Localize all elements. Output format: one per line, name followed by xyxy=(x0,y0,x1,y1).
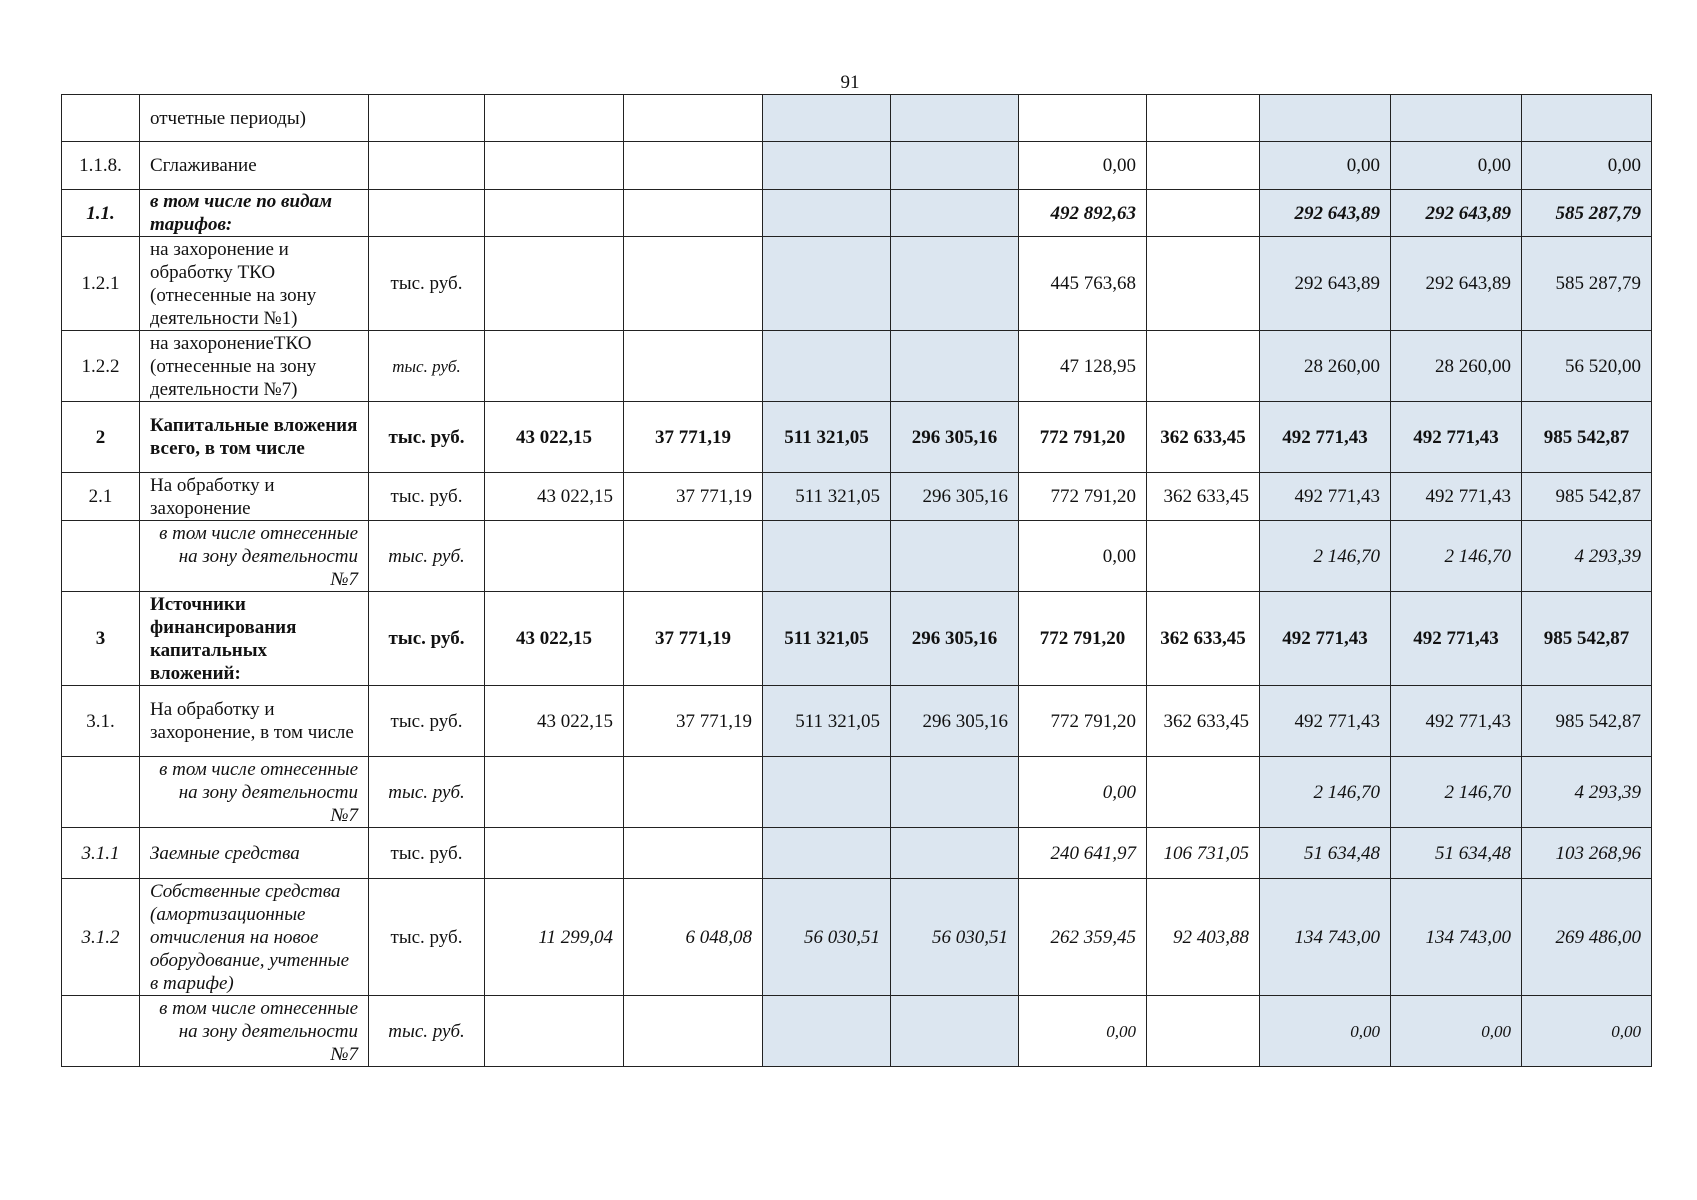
cell-value: 296 305,16 xyxy=(891,402,1019,473)
cell-value: 362 633,45 xyxy=(1147,686,1260,757)
cell-value: 492 771,43 xyxy=(1391,402,1522,473)
row-name: Источники финансирования капитальных вложений: xyxy=(140,592,369,686)
cell-value xyxy=(763,757,891,828)
cell-value xyxy=(1147,190,1260,237)
cell-value xyxy=(891,828,1019,879)
cell-value xyxy=(624,996,763,1067)
cell-value: 296 305,16 xyxy=(891,473,1019,521)
row-name: На обработку и захоронение xyxy=(140,473,369,521)
row-unit: тыс. руб. xyxy=(369,473,485,521)
row-unit: тыс. руб. xyxy=(369,402,485,473)
row-name: в том числе по видам тарифов: xyxy=(140,190,369,237)
cell-value xyxy=(763,331,891,402)
cell-value xyxy=(485,521,624,592)
cell-value: 43 022,15 xyxy=(485,592,624,686)
cell-value xyxy=(763,190,891,237)
cell-value: 985 542,87 xyxy=(1522,686,1652,757)
row-number: 1.2.2 xyxy=(62,331,140,402)
cell-value: 362 633,45 xyxy=(1147,592,1260,686)
row-number: 3 xyxy=(62,592,140,686)
cell-value xyxy=(763,142,891,190)
row-unit: тыс. руб. xyxy=(369,686,485,757)
cell-value: 585 287,79 xyxy=(1522,237,1652,331)
table-row xyxy=(62,879,1652,996)
cell-value: 511 321,05 xyxy=(763,402,891,473)
cell-value xyxy=(1147,521,1260,592)
table-row xyxy=(62,237,1652,331)
cell-value: 492 771,43 xyxy=(1260,592,1391,686)
cell-value: 28 260,00 xyxy=(1260,331,1391,402)
table-row xyxy=(62,828,1652,879)
cell-value xyxy=(1260,95,1391,142)
cell-value: 92 403,88 xyxy=(1147,879,1260,996)
cell-value: 43 022,15 xyxy=(485,473,624,521)
cell-value: 2 146,70 xyxy=(1260,521,1391,592)
cell-value: 511 321,05 xyxy=(763,686,891,757)
cell-value: 4 293,39 xyxy=(1522,757,1652,828)
cell-value xyxy=(485,142,624,190)
cell-value: 492 771,43 xyxy=(1260,686,1391,757)
cell-value xyxy=(891,521,1019,592)
cell-value xyxy=(891,996,1019,1067)
cell-value: 0,00 xyxy=(1019,757,1147,828)
cell-value xyxy=(763,521,891,592)
cell-value: 292 643,89 xyxy=(1260,190,1391,237)
row-name: в том числе отнесенные на зону деятельности №7 xyxy=(140,996,369,1067)
table-row xyxy=(62,521,1652,592)
row-unit: тыс. руб. xyxy=(369,879,485,996)
table-row xyxy=(62,686,1652,757)
cell-value: 269 486,00 xyxy=(1522,879,1652,996)
cell-value xyxy=(763,237,891,331)
table-row xyxy=(62,142,1652,190)
row-number: 1.1.8. xyxy=(62,142,140,190)
cell-value: 28 260,00 xyxy=(1391,331,1522,402)
table-row xyxy=(62,95,1652,142)
cell-value: 134 743,00 xyxy=(1391,879,1522,996)
cell-value xyxy=(1147,95,1260,142)
table-row xyxy=(62,757,1652,828)
cell-value: 492 771,43 xyxy=(1391,592,1522,686)
cell-value: 51 634,48 xyxy=(1260,828,1391,879)
row-name: Капитальные вложения всего, в том числе xyxy=(140,402,369,473)
table-row xyxy=(62,996,1652,1067)
cell-value xyxy=(1147,757,1260,828)
cell-value: 240 641,97 xyxy=(1019,828,1147,879)
cell-value: 2 146,70 xyxy=(1391,521,1522,592)
cell-value: 772 791,20 xyxy=(1019,402,1147,473)
cell-value xyxy=(485,996,624,1067)
cell-value xyxy=(485,95,624,142)
row-unit: тыс. руб. xyxy=(369,996,485,1067)
cell-value: 511 321,05 xyxy=(763,592,891,686)
cell-value: 492 892,63 xyxy=(1019,190,1147,237)
cell-value: 0,00 xyxy=(1522,996,1652,1067)
cell-value: 56 030,51 xyxy=(763,879,891,996)
row-number xyxy=(62,996,140,1067)
row-name: Собственные средства (амортизационные отчисления на новое оборудование, учтенные в тарифе) xyxy=(140,879,369,996)
cell-value xyxy=(1391,95,1522,142)
row-number: 2 xyxy=(62,402,140,473)
cell-value: 47 128,95 xyxy=(1019,331,1147,402)
cell-value xyxy=(485,828,624,879)
cell-value: 4 293,39 xyxy=(1522,521,1652,592)
row-name: на захоронениеТКО (отнесенные на зону деятельности №7) xyxy=(140,331,369,402)
cell-value xyxy=(1147,331,1260,402)
cell-value: 492 771,43 xyxy=(1391,473,1522,521)
table-row xyxy=(62,402,1652,473)
row-number: 1.2.1 xyxy=(62,237,140,331)
row-name: в том числе отнесенные на зону деятельности №7 xyxy=(140,521,369,592)
cell-value xyxy=(485,190,624,237)
row-number: 3.1. xyxy=(62,686,140,757)
cell-value: 0,00 xyxy=(1019,142,1147,190)
cell-value: 0,00 xyxy=(1391,996,1522,1067)
cell-value: 56 030,51 xyxy=(891,879,1019,996)
cell-value xyxy=(624,237,763,331)
row-number: 3.1.2 xyxy=(62,879,140,996)
cell-value xyxy=(485,237,624,331)
cell-value xyxy=(624,521,763,592)
table-row xyxy=(62,473,1652,521)
cell-value: 296 305,16 xyxy=(891,686,1019,757)
cell-value: 43 022,15 xyxy=(485,686,624,757)
cell-value: 511 321,05 xyxy=(763,473,891,521)
row-name: отчетные периоды) xyxy=(140,95,369,142)
cell-value xyxy=(1147,996,1260,1067)
row-unit xyxy=(369,95,485,142)
cell-value: 37 771,19 xyxy=(624,686,763,757)
row-unit xyxy=(369,142,485,190)
cell-value: 11 299,04 xyxy=(485,879,624,996)
cell-value: 772 791,20 xyxy=(1019,686,1147,757)
cell-value xyxy=(1147,237,1260,331)
cell-value: 37 771,19 xyxy=(624,473,763,521)
cell-value xyxy=(891,142,1019,190)
cell-value: 0,00 xyxy=(1019,996,1147,1067)
cell-value: 2 146,70 xyxy=(1260,757,1391,828)
cell-value: 106 731,05 xyxy=(1147,828,1260,879)
row-name: на захоронение и обработку ТКО (отнесенные на зону деятельности №1) xyxy=(140,237,369,331)
cell-value xyxy=(891,237,1019,331)
cell-value xyxy=(624,190,763,237)
row-unit xyxy=(369,190,485,237)
cell-value xyxy=(763,95,891,142)
cell-value xyxy=(1019,95,1147,142)
cell-value: 262 359,45 xyxy=(1019,879,1147,996)
cell-value: 37 771,19 xyxy=(624,592,763,686)
table-row xyxy=(62,592,1652,686)
cell-value: 292 643,89 xyxy=(1391,237,1522,331)
cell-value: 296 305,16 xyxy=(891,592,1019,686)
cell-value: 985 542,87 xyxy=(1522,592,1652,686)
row-unit: тыс. руб. xyxy=(369,757,485,828)
cell-value: 772 791,20 xyxy=(1019,592,1147,686)
cell-value xyxy=(624,757,763,828)
cell-value: 2 146,70 xyxy=(1391,757,1522,828)
row-name: в том числе отнесенные на зону деятельности №7 xyxy=(140,757,369,828)
cell-value: 292 643,89 xyxy=(1260,237,1391,331)
cell-value xyxy=(485,331,624,402)
cell-value: 492 771,43 xyxy=(1260,402,1391,473)
row-unit: тыс. руб. xyxy=(369,592,485,686)
cell-value: 492 771,43 xyxy=(1391,686,1522,757)
table-row xyxy=(62,331,1652,402)
cell-value: 362 633,45 xyxy=(1147,473,1260,521)
cell-value: 0,00 xyxy=(1260,142,1391,190)
cell-value xyxy=(624,828,763,879)
row-name: Сглаживание xyxy=(140,142,369,190)
cell-value xyxy=(891,95,1019,142)
cell-value: 6 048,08 xyxy=(624,879,763,996)
cell-value xyxy=(891,190,1019,237)
cell-value xyxy=(763,828,891,879)
cell-value: 0,00 xyxy=(1260,996,1391,1067)
cell-value: 985 542,87 xyxy=(1522,402,1652,473)
cell-value: 445 763,68 xyxy=(1019,237,1147,331)
cell-value xyxy=(763,996,891,1067)
row-unit: тыс. руб. xyxy=(369,331,485,402)
cell-value: 0,00 xyxy=(1391,142,1522,190)
row-name: Заемные средства xyxy=(140,828,369,879)
cell-value xyxy=(1522,95,1652,142)
row-unit: тыс. руб. xyxy=(369,521,485,592)
row-number xyxy=(62,757,140,828)
report-table xyxy=(61,94,1652,1067)
cell-value: 985 542,87 xyxy=(1522,473,1652,521)
row-number: 3.1.1 xyxy=(62,828,140,879)
cell-value: 492 771,43 xyxy=(1260,473,1391,521)
row-number xyxy=(62,95,140,142)
cell-value: 43 022,15 xyxy=(485,402,624,473)
cell-value xyxy=(624,331,763,402)
row-name: На обработку и захоронение, в том числе xyxy=(140,686,369,757)
cell-value xyxy=(624,95,763,142)
cell-value: 772 791,20 xyxy=(1019,473,1147,521)
cell-value xyxy=(624,142,763,190)
cell-value: 0,00 xyxy=(1019,521,1147,592)
cell-value: 134 743,00 xyxy=(1260,879,1391,996)
cell-value: 585 287,79 xyxy=(1522,190,1652,237)
cell-value: 103 268,96 xyxy=(1522,828,1652,879)
row-number: 2.1 xyxy=(62,473,140,521)
cell-value: 292 643,89 xyxy=(1391,190,1522,237)
table-row xyxy=(62,190,1652,237)
cell-value xyxy=(891,331,1019,402)
cell-value: 362 633,45 xyxy=(1147,402,1260,473)
row-unit: тыс. руб. xyxy=(369,828,485,879)
cell-value: 56 520,00 xyxy=(1522,331,1652,402)
row-number xyxy=(62,521,140,592)
cell-value xyxy=(485,757,624,828)
page-number: 91 xyxy=(840,72,860,93)
row-number: 1.1. xyxy=(62,190,140,237)
cell-value: 37 771,19 xyxy=(624,402,763,473)
cell-value: 0,00 xyxy=(1522,142,1652,190)
cell-value xyxy=(1147,142,1260,190)
row-unit: тыс. руб. xyxy=(369,237,485,331)
cell-value: 51 634,48 xyxy=(1391,828,1522,879)
cell-value xyxy=(891,757,1019,828)
